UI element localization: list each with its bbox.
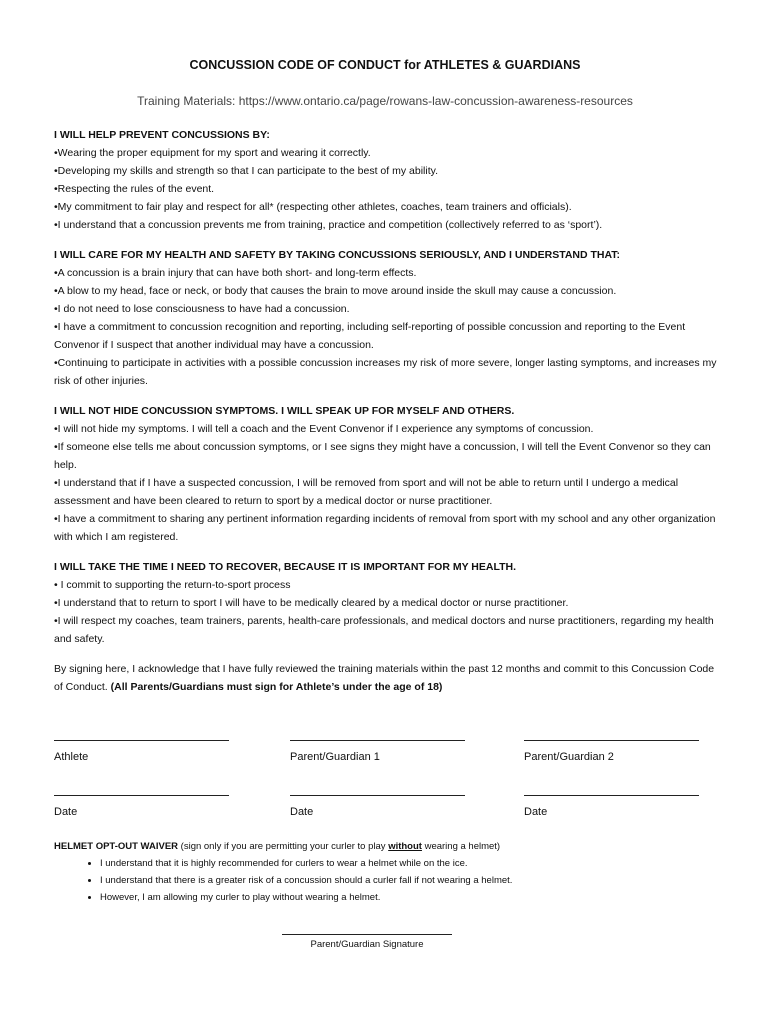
waiver-signature-field[interactable] — [282, 934, 452, 950]
list-item: •I will not hide my symptoms. I will tell a coach and the Event Convenor if I experience any symptoms of concussion. — [54, 423, 594, 435]
date-line[interactable] — [290, 795, 465, 796]
waiver-intro: (sign only if you are permitting your curler to play — [178, 841, 389, 852]
date-line[interactable] — [54, 795, 229, 796]
waiver-title: HELMET OPT-OUT WAIVER — [54, 841, 179, 852]
acknowledgement-note: (All Parents/Guardians must sign for Athlete’s under the age of 18) — [110, 681, 443, 693]
acknowledgement — [54, 660, 720, 696]
list-item: • I understand that there is a greater risk of a concussion should a curler fall if not wearing a helmet. — [100, 872, 724, 889]
waiver-heading — [54, 838, 724, 855]
waiver-list — [54, 855, 724, 906]
signature-label: Parent/Guardian 2 — [524, 751, 614, 763]
section-prevent — [54, 126, 720, 234]
list-item: •A blow to my head, face or neck, or body that causes the brain to move around inside the skull may cause a concussion. — [54, 285, 617, 297]
signature-line[interactable] — [282, 934, 452, 935]
list-item: •I have a commitment to concussion recognition and reporting, including self-reporting of possible concussion and reporting to the Event Convenor if I suspect that another individual may have a concussion. — [54, 321, 686, 351]
list-item: •I understand that a concussion prevents me from training, practice and competition (collectively referred to as ‘sport’). — [54, 219, 603, 231]
section-symptoms — [54, 402, 720, 546]
list-item: •Wearing the proper equipment for my sport and wearing it correctly. — [54, 147, 371, 159]
date-line[interactable] — [524, 795, 699, 796]
training-materials-link[interactable]: Training Materials: https://www.ontario.ca/page/rowans-law-concussion-awareness-resources — [137, 94, 633, 108]
list-item: •I have a commitment to sharing any pertinent information regarding incidents of removal from sport with my school and any other organization with which I am registered. — [54, 513, 716, 543]
section-recover — [54, 558, 720, 648]
waiver-intro-end: wearing a helmet) — [421, 841, 501, 852]
list-item: •I do not need to lose consciousness to have had a concussion. — [54, 303, 350, 315]
waiver-signature-label: Parent/Guardian Signature — [310, 939, 424, 950]
guardian2-date-field[interactable] — [524, 795, 699, 818]
section-heading: I WILL HELP PREVENT CONCUSSIONS BY: — [54, 129, 270, 141]
guardian2-signature-field[interactable] — [524, 740, 699, 763]
signature-line[interactable] — [290, 740, 465, 741]
list-item: •My commitment to fair play and respect for all* (respecting other athletes, coaches, team trainers and officials). — [54, 201, 572, 213]
section-health-safety — [54, 246, 720, 390]
athlete-date-field[interactable] — [54, 795, 229, 818]
signature-label: Athlete — [54, 751, 89, 763]
helmet-waiver — [54, 838, 724, 906]
list-item: •Continuing to participate in activities with a possible concussion increases my risk of more severe, longer lasting symptoms, and increases my risk of other injuries. — [54, 357, 717, 387]
signature-label: Parent/Guardian 1 — [290, 751, 380, 763]
date-label: Date — [524, 806, 548, 818]
waiver-emphasis: without — [388, 841, 422, 852]
section-heading: I WILL CARE FOR MY HEALTH AND SAFETY BY TAKING CONCUSSIONS SERIOUSLY, AND I UNDERSTAND THAT: — [54, 249, 621, 261]
signature-line[interactable] — [54, 740, 229, 741]
date-label: Date — [290, 806, 314, 818]
section-heading: I WILL NOT HIDE CONCUSSION SYMPTOMS. I WILL SPEAK UP FOR MYSELF AND OTHERS. — [54, 405, 515, 417]
guardian1-signature-field[interactable] — [290, 740, 465, 763]
list-item: • I commit to supporting the return-to-sport process — [54, 579, 291, 591]
acknowledgement-text: By signing here, I acknowledge that I have fully reviewed the training materials within the past 12 months and commit to this Concussion Code of Conduct. — [54, 663, 715, 693]
list-item: •Developing my skills and strength so that I can participate to the best of my ability. — [54, 165, 439, 177]
list-item: • However, I am allowing my curler to play without wearing a helmet. — [100, 889, 724, 906]
list-item: •Respecting the rules of the event. — [54, 183, 215, 195]
section-heading: I WILL TAKE THE TIME I NEED TO RECOVER, BECAUSE IT IS IMPORTANT FOR MY HEALTH. — [54, 561, 517, 573]
list-item: • I understand that it is highly recommended for curlers to wear a helmet while on the ice. — [100, 855, 724, 872]
list-item: •If someone else tells me about concussion symptoms, or I see signs they might have a concussion, I will tell the Event Convenor so they can help. — [54, 441, 711, 471]
list-item: •A concussion is a brain injury that can have both short- and long-term effects. — [54, 267, 417, 279]
date-label: Date — [54, 806, 78, 818]
list-item: •I will respect my coaches, team trainers, parents, health-care professionals, and medical doctors and nurse practitioners, regarding my health and safety. — [54, 615, 714, 645]
document-title: CONCUSSION CODE OF CONDUCT for ATHLETES & GUARDIANS — [189, 58, 581, 72]
list-item: •I understand that if I have a suspected concussion, I will be removed from sport and will not be able to return until I undergo a medical assessment and have been cleared to return to sport by a medical doctor or nurse practitioner. — [54, 477, 679, 507]
guardian1-date-field[interactable] — [290, 795, 465, 818]
code-of-conduct-body — [54, 126, 720, 696]
list-item: •I understand that to return to sport I will have to be medically cleared by a medical doctor or nurse practitioner. — [54, 597, 569, 609]
signature-line[interactable] — [524, 740, 699, 741]
signature-row — [54, 740, 724, 774]
athlete-signature-field[interactable] — [54, 740, 229, 763]
date-row — [54, 795, 724, 829]
